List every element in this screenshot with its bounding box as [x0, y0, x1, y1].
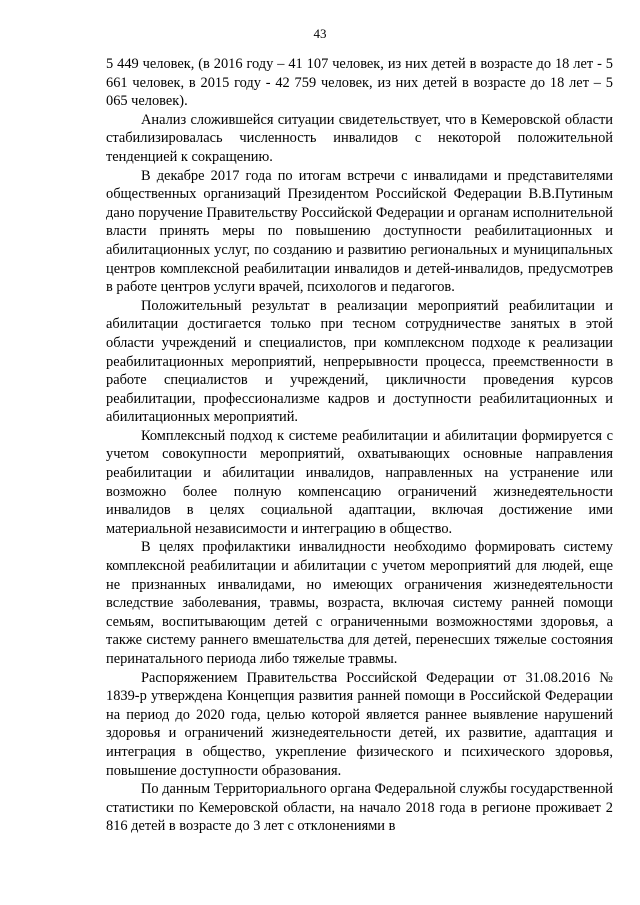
paragraph-8: По данным Территориального органа Федеральной службы государственной статистики по Кемеровской области, на начало 2018 года в регионе проживает 2 816 детей в возрасте до 3 лет с отклонениями в	[106, 781, 613, 835]
paragraph-7: Распоряжением Правительства Российской Федерации от 31.08.2016 № 1839-р утверждена Концепция развития ранней помощи в Российской Федерации на период до 2020 года, целью которой является раннее выявление нарушений здоровья и ограничений жизнедеятельности детей, их развитие, адаптация и интеграция в общество, укрепление физического и психического здоровья, повышение доступности образования.	[106, 669, 613, 779]
paragraph-5: Комплексный подход к системе реабилитации и абилитации формируется с учетом совокупности мероприятий, охватывающих основные направления реабилитации и абилитации инвалидов, направленных на устранение или возможно более полную компенсацию ограничений жизнедеятельности инвалидов в целях социальной адаптации, включая достижение ими материальной независимости и интеграцию в общество.	[106, 427, 613, 537]
page-body	[106, 55, 613, 836]
paragraph-3: В декабре 2017 года по итогам встречи с инвалидами и представителями общественных организаций Президентом Российской Федерации В.В.Путиным дано поручение Правительству Российской Федерации и органам исполнительной власти принять меры по повышению доступности реабилитационных и абилитационных услуг, по созданию и развитию региональных и муниципальных центров комплексной реабилитации инвалидов и детей-инвалидов, предусмотрев в работе центров услуги врачей, психологов и педагогов.	[106, 167, 613, 296]
paragraph-6: В целях профилактики инвалидности необходимо формировать систему комплексной реабилитации и абилитации с учетом мероприятий для людей, еще не признанных инвалидами, но имеющих ограничения жизнедеятельности вследствие заболевания, травмы, возраста, включая систему ранней помощи семьям, воспитывающим детей с ограниченными возможностями здоровья, а также систему раннего вмешательства для детей, перенесших тяжелые состояния перинатального периода либо тяжелые травмы.	[106, 539, 613, 667]
paragraph-2: Анализ сложившейся ситуации свидетельствует, что в Кемеровской области стабилизировалась численность инвалидов с некоторой положительной тенденцией к сокращению.	[106, 111, 613, 165]
paragraph-4: Положительный результат в реализации мероприятий реабилитации и абилитации достигается только при тесном сотрудничестве занятых в этой области учреждений и специалистов, при комплексном подходе к реализации реабилитационных мероприятий, непрерывности процесса, преемственности в работе специалистов и учреждений, цикличности проведения курсов реабилитации, профессионализме кадров и доступности реабилитационных и абилитационных мероприятий.	[106, 297, 613, 426]
page-number: 43	[313, 26, 327, 41]
paragraph-1: 5 449 человек, (в 2016 году – 41 107 человек, из них детей в возрасте до 18 лет - 5 661 человек, в 2015 году - 42 759 человек, из них детей в возрасте до 18 лет – 5 065 человек).	[106, 56, 613, 110]
